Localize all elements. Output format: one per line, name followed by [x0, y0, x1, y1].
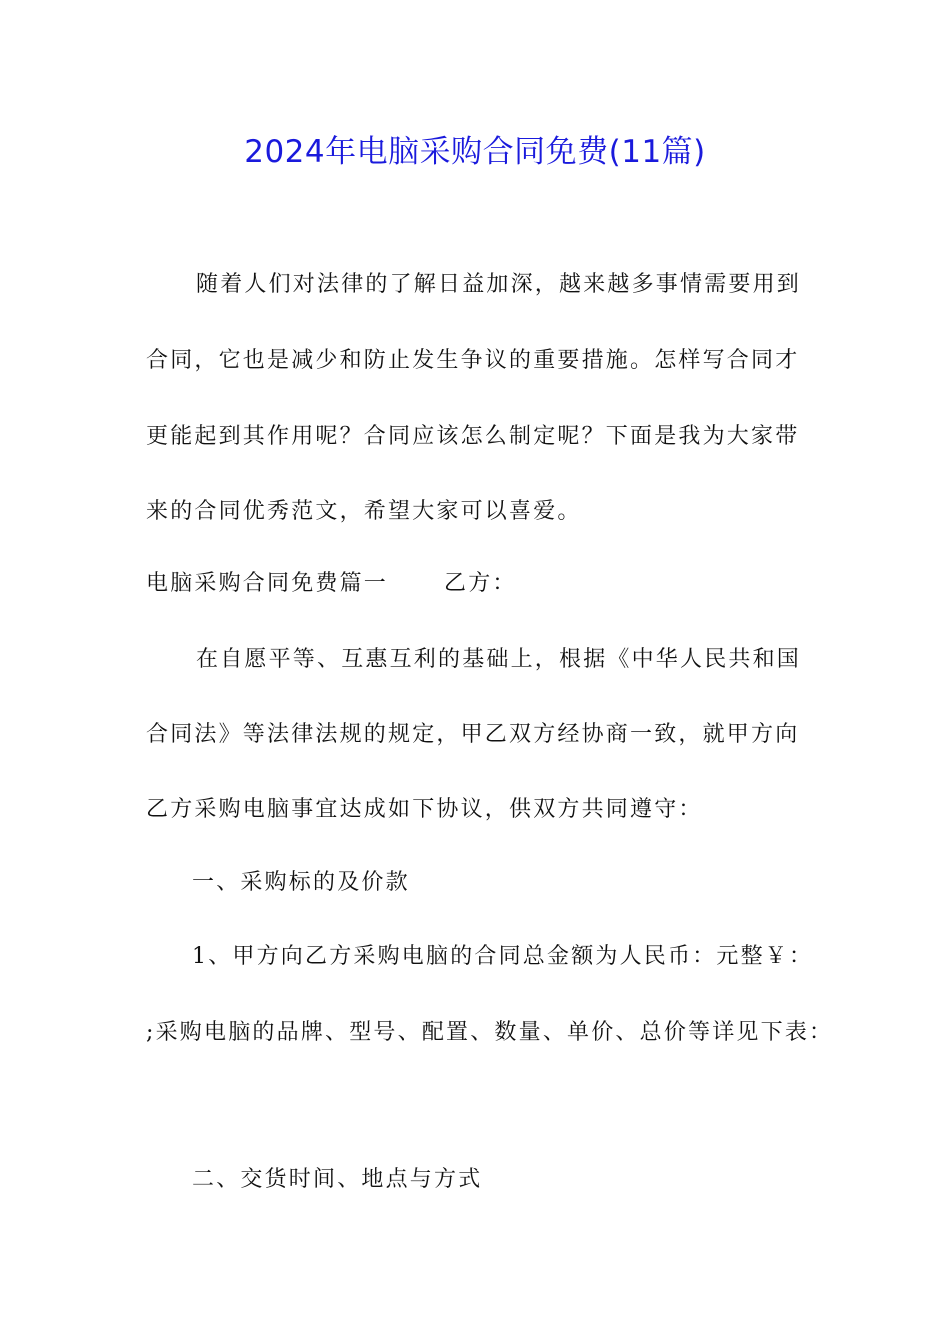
preamble-line-3: 乙方采购电脑事宜达成如下协议，供双方共同遵守：	[146, 797, 703, 822]
intro-line-1: 随着人们对法律的了解日益加深，越来越多事情需要用到	[196, 272, 802, 297]
clause-1-item-line-1: 1、甲方向乙方采购电脑的合同总金额为人民币：元整￥：	[192, 944, 814, 969]
clause-1-item-line-2: ;采购电脑的品牌、型号、配置、数量、单价、总价等详见下表：	[146, 1020, 834, 1045]
clause-2-heading: 二、交货时间、地点与方式	[192, 1167, 483, 1192]
party-b-label: 乙方：	[444, 571, 517, 596]
preamble-line-1: 在自愿平等、互惠互利的基础上，根据《中华人民共和国	[196, 647, 802, 672]
intro-line-2: 合同，它也是减少和防止发生争议的重要措施。怎样写合同才	[146, 348, 800, 373]
clause-1-heading: 一、采购标的及价款	[192, 870, 410, 895]
preamble-line-2: 合同法》等法律法规的规定，甲乙双方经协商一致，就甲方向	[146, 722, 800, 747]
document-title: 2024年电脑采购合同免费(11篇)	[244, 134, 706, 170]
section-heading: 电脑采购合同免费篇一	[146, 571, 389, 596]
intro-line-4: 来的合同优秀范文，希望大家可以喜爱。	[146, 499, 582, 524]
intro-line-3: 更能起到其作用呢？合同应该怎么制定呢？下面是我为大家带	[146, 424, 800, 449]
section-heading-row	[146, 569, 517, 599]
